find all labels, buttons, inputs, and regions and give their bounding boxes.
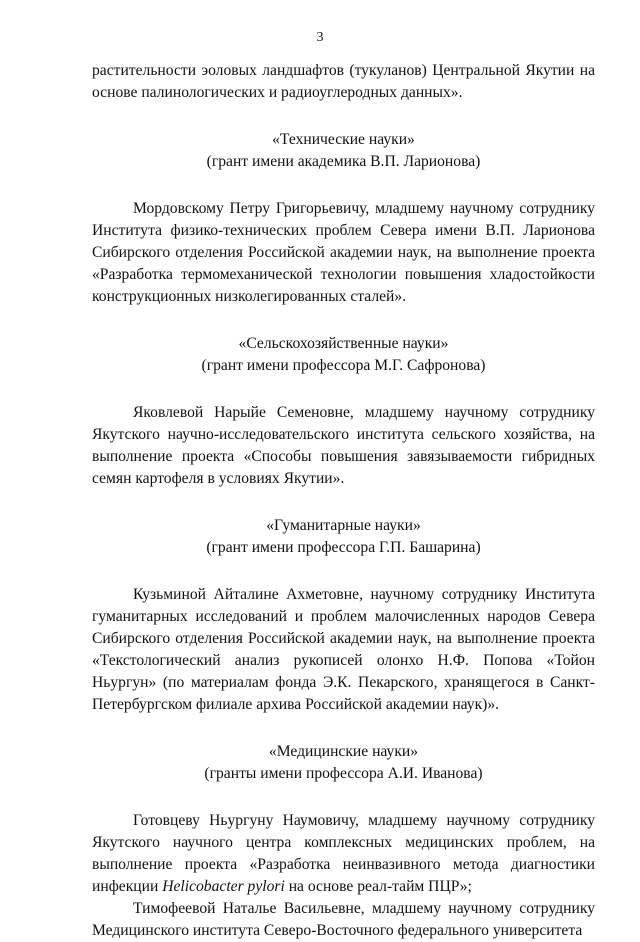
section-subtitle: (грант имени профессора М.Г. Сафронова) (201, 357, 486, 374)
section-title: «Технические науки» (272, 131, 415, 148)
section-title: «Медицинские науки» (268, 743, 419, 760)
grant-paragraph: Мордовскому Петру Григорьевичу, младшему научному сотруднику Института физико-технических проблем Севера имени В.П. Ларионова Сибирского отделения Российской академии наук, на выполнение проекта «Разработка термомеханической технологии повышения хладостойкости конструкционных низколегированных сталей». (92, 200, 595, 305)
section-heading-agricultural (92, 333, 595, 377)
intro-paragraph: растительности эоловых ландшафтов (тукуланов) Центральной Якутии на основе палинологических и радиоуглеродных данных». (92, 62, 595, 101)
section-subtitle: (грант имени академика В.П. Ларионова) (206, 153, 481, 170)
section-subtitle: (грант имени профессора Г.П. Башарина) (206, 539, 481, 556)
grant-paragraph: Тимофеевой Наталье Васильевне, младшему научному сотруднику Медицинского института Северо-Восточного федерального университета (92, 900, 595, 939)
grant-paragraph-text: Готовцеву Ньургуну Наумовичу, младшему научному сотруднику Якутского научного центра комплексных медицинских проблем, на выполнение проекта «Разработка неинвазивного метода диагностики инфекции (92, 812, 595, 895)
section-heading-humanities (92, 515, 595, 559)
document-body (92, 60, 595, 942)
grant-paragraph: Яковлевой Нарыйе Семеновне, младшему научному сотруднику Якутского научно-исследовательского института сельского хозяйства, на выполнение проекта «Способы повышения завязываемости гибридных семян картофеля в условиях Якутии». (92, 404, 595, 487)
section-heading-medical (92, 741, 595, 785)
grant-paragraph-text: на основе реал-тайм ПЦР»; (284, 878, 472, 895)
section-heading-technical (92, 129, 595, 173)
grant-paragraph: Кузьминой Айталине Ахметовне, научному сотруднику Института гуманитарных исследований и проблем малочисленных народов Севера Сибирского отделения Российской академии наук, на выполнение проекта «Текстологический анализ рукописей олонхо Н.Ф. Попова «Тойон Ньургун» (по материалам фонда Э.К. Пекарского, хранящегося в Санкт-Петербургском филиале архива Российской академии наук)». (92, 586, 595, 713)
section-title: «Гуманитарные науки» (266, 517, 421, 534)
page-number: 3 (316, 30, 324, 45)
species-name: Helicobacter pylori (162, 878, 285, 895)
grant-paragraph (92, 810, 595, 898)
section-subtitle: (гранты имени профессора А.И. Иванова) (204, 765, 483, 782)
section-title: «Сельскохозяйственные науки» (238, 335, 449, 352)
